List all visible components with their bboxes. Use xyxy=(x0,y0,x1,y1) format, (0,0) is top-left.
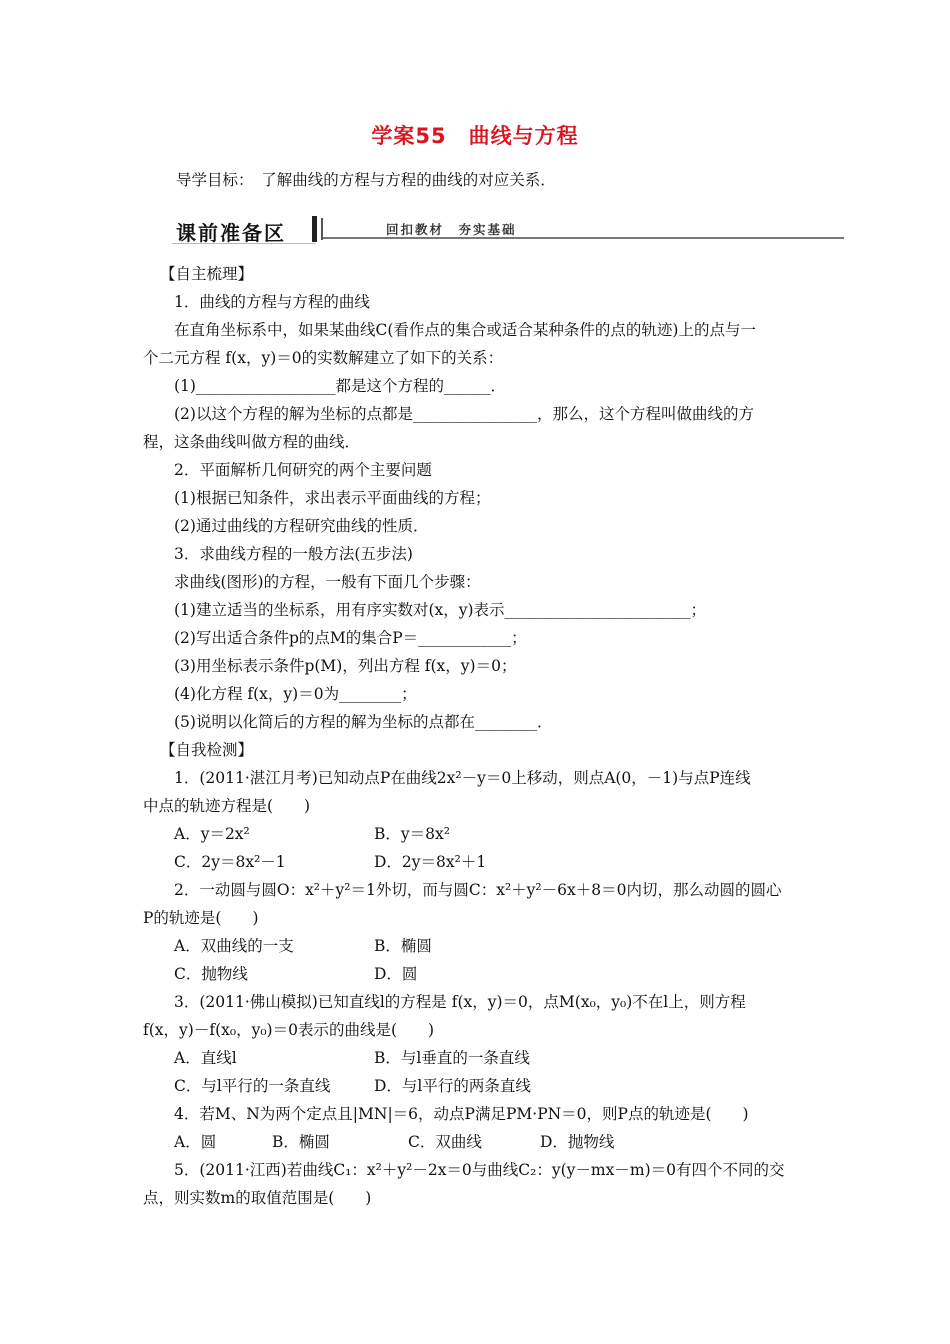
text-line: (1)根据已知条件，求出表示平面曲线的方程； xyxy=(174,489,491,507)
text-line: 个二元方程 f(x，y)＝0的实数解建立了如下的关系： xyxy=(143,349,504,367)
option-4b: B．椭圆 xyxy=(272,1133,330,1151)
option-3c: C．与l平行的一条直线 xyxy=(174,1077,331,1095)
question-4: 4．若M、N为两个定点且|MN|＝6，动点P满足PM·PN＝0，则P点的轨迹是( ) xyxy=(174,1105,749,1123)
option-4d: D．抛物线 xyxy=(540,1133,615,1151)
question-1-cont: 中点的轨迹方程是( ) xyxy=(143,797,311,815)
heading-self-review: 【自主梳理】 xyxy=(160,265,254,283)
question-3: 3．(2011·佛山模拟)已知直线l的方程是 f(x，y)＝0，点M(x₀，y₀)不在l上，则方程 xyxy=(174,993,746,1011)
text-line: (2)写出适合条件p的点M的集合P＝____________； xyxy=(174,629,527,647)
text-line: (4)化方程 f(x，y)＝0为________； xyxy=(174,685,417,703)
option-3d: D．与l平行的两条直线 xyxy=(374,1077,531,1095)
text-line: (5)说明以化简后的方程的解为坐标的点都在________． xyxy=(174,713,553,731)
banner-divider xyxy=(312,216,317,242)
text-line: 程，这条曲线叫做方程的曲线． xyxy=(143,433,361,451)
question-3-cont: f(x，y)－f(x₀，y₀)＝0表示的曲线是( ) xyxy=(143,1021,435,1039)
text-line: 1．曲线的方程与方程的曲线 xyxy=(174,293,370,311)
option-4a: A．圆 xyxy=(174,1133,217,1151)
section-banner xyxy=(172,214,844,248)
question-2: 2．一动圆与圆O：x²＋y²＝1外切，而与圆C：x²＋y²－6x＋8＝0内切，那么动圆的圆心 xyxy=(174,881,782,899)
option-1b: B．y＝8x² xyxy=(374,825,450,843)
text-line: (2)通过曲线的方程研究曲线的性质． xyxy=(174,517,429,535)
option-2a: A．双曲线的一支 xyxy=(174,937,294,955)
question-1: 1．(2011·湛江月考)已知动点P在曲线2x²－y＝0上移动，则点A(0，－1)与点P连线 xyxy=(174,769,751,787)
text-line: 求曲线(图形)的方程，一般有下面几个步骤： xyxy=(174,573,481,591)
text-line: 在直角坐标系中，如果某曲线C(看作点的集合或适合某种条件的点的轨迹)上的点与一 xyxy=(174,321,756,339)
text-line: (3)用坐标表示条件p(M)，列出方程 f(x，y)＝0； xyxy=(174,657,517,675)
banner-subtitle: 回扣教材 夯实基础 xyxy=(386,222,517,237)
option-2d: D．圆 xyxy=(374,965,418,983)
option-2c: C．抛物线 xyxy=(174,965,248,983)
question-5-cont: 点，则实数m的取值范围是( ) xyxy=(143,1189,372,1207)
text-line: 3．求曲线方程的一般方法(五步法) xyxy=(174,545,413,563)
banner-title: 课前准备区 xyxy=(176,221,286,245)
option-4c: C．双曲线 xyxy=(408,1133,482,1151)
question-5: 5．(2011·江西)若曲线C₁：x²＋y²－2x＝0与曲线C₂：y(y－mx－m)＝0有四个不同的交 xyxy=(174,1161,785,1179)
text-line: (1)建立适当的坐标系，用有序实数对(x，y)表示________________________； xyxy=(174,601,707,619)
heading-self-check: 【自我检测】 xyxy=(160,741,254,759)
option-3a: A．直线l xyxy=(174,1049,237,1067)
text-line: (1)__________________都是这个方程的______． xyxy=(174,377,506,395)
option-1c: C．2y＝8x²－1 xyxy=(174,853,286,871)
question-2-cont: P的轨迹是( ) xyxy=(143,909,259,927)
text-line: (2)以这个方程的解为坐标的点都是________________，那么，这个方程叫做曲线的方 xyxy=(174,405,754,423)
option-1a: A．y＝2x² xyxy=(174,825,250,843)
page-title: 学案55 曲线与方程 xyxy=(371,124,579,148)
text-line: 2．平面解析几何研究的两个主要问题 xyxy=(174,461,432,479)
learning-goal: 导学目标： 了解曲线的方程与方程的曲线的对应关系． xyxy=(176,171,556,189)
option-3b: B．与l垂直的一条直线 xyxy=(374,1049,530,1067)
option-1d: D．2y＝8x²＋1 xyxy=(374,853,487,871)
option-2b: B．椭圆 xyxy=(374,937,432,955)
